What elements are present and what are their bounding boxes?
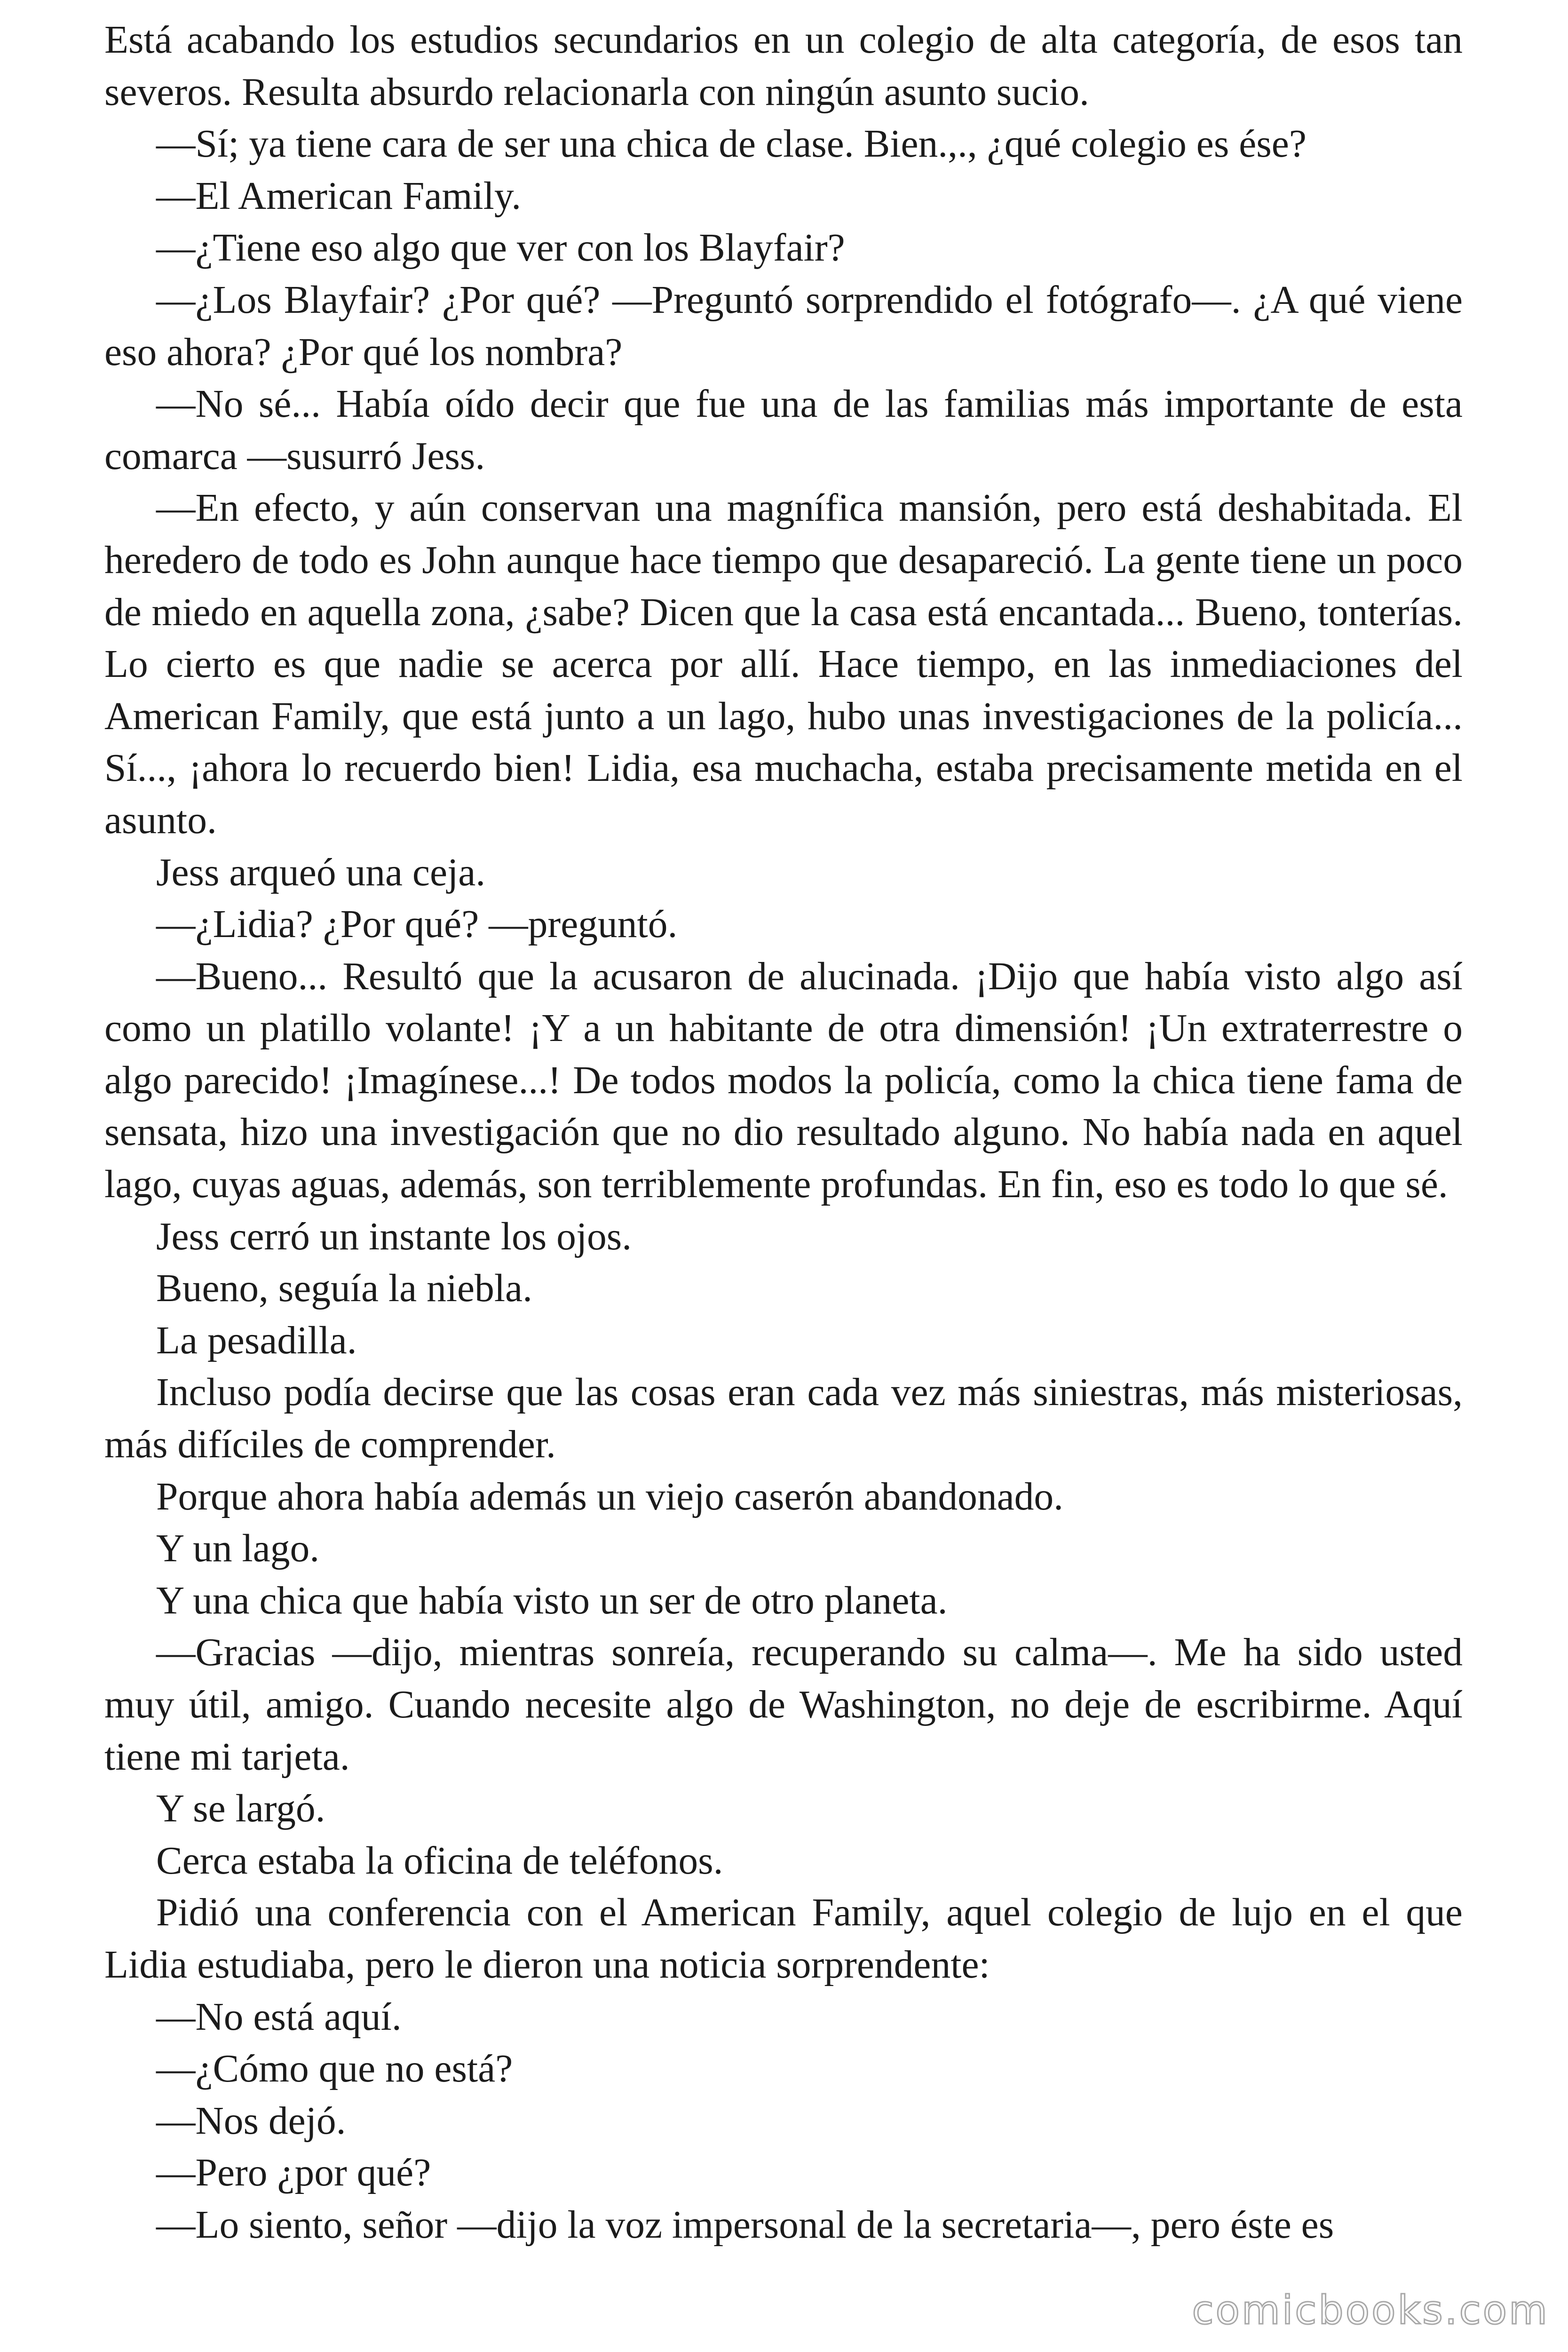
paragraph: —No sé... Había oído decir que fue una de las familias más importante de esta comarca —susurró Jess. xyxy=(104,382,1463,478)
paragraph: Pidió una conferencia con el American Family, aquel colegio de lujo en el que Lidia estudiaba, pero le dieron una noticia sorprendente: xyxy=(104,1891,1463,1986)
paragraph: —Nos dejó. xyxy=(156,2099,346,2143)
paragraph: Jess arqueó una ceja. xyxy=(156,850,486,894)
paragraph: Porque ahora había además un viejo caserón abandonado. xyxy=(156,1475,1064,1518)
paragraph: —No está aquí. xyxy=(156,1995,402,2039)
paragraph: Está acabando los estudios secundarios en un colegio de alta categoría, de esos tan severos. Resulta absurdo relacionarla con ningún asunto sucio. xyxy=(104,18,1463,114)
paragraph: —¿Cómo que no está? xyxy=(156,2047,513,2091)
paragraph: Incluso podía decirse que las cosas eran cada vez más siniestras, más misteriosas, más difíciles de comprender. xyxy=(104,1371,1463,1467)
paragraph: —El American Family. xyxy=(156,174,522,218)
paragraph: —Gracias —dijo, mientras sonreía, recuperando su calma—. Me ha sido usted muy útil, amigo. Cuando necesite algo de Washington, no deje de escribirme. Aquí tiene mi tarjeta. xyxy=(104,1631,1463,1779)
watermark: comicbooks.com xyxy=(1192,2287,1549,2333)
paragraph: —¿Tiene eso algo que ver con los Blayfair? xyxy=(156,226,845,270)
paragraph: Bueno, seguía la niebla. xyxy=(156,1267,532,1311)
paragraph: —En efecto, y aún conservan una magnífica mansión, pero está deshabitada. El heredero de todo es John aunque hace tiempo que desapareció. La gente tiene un poco de miedo en aquella zona, ¿sabe? Dicen que la casa está encantada... Bueno, tonterías. Lo cierto es que nadie se acerca por allí. Hace tiempo, en las inmediaciones del American Family, que está junto a un lago, hubo unas investigaciones de la policía... Sí..., ¡ahora lo recuerdo bien! Lidia, esa muchacha, estaba precisamente metida en el asunto. xyxy=(104,486,1463,842)
paragraph: —Bueno... Resultó que la acusaron de alucinada. ¡Dijo que había visto algo así como un platillo volante! ¡Y a un habitante de otra dimensión! ¡Un extraterrestre o algo parecido! ¡Imagínese...! De todos modos la policía, como la chica tiene fama de sensata, hizo una investigación que no dio resultado alguno. No había nada en aquel lago, cuyas aguas, además, son terriblemente profundas. En fin, eso es todo lo que sé. xyxy=(104,954,1463,1207)
paragraph: —Pero ¿por qué? xyxy=(156,2151,431,2195)
paragraph: Y un lago. xyxy=(156,1527,320,1571)
paragraph: Jess cerró un instante los ojos. xyxy=(156,1215,632,1258)
paragraph: La pesadilla. xyxy=(156,1319,357,1362)
paragraph: Cerca estaba la oficina de teléfonos. xyxy=(156,1839,723,1883)
paragraph: —Lo siento, señor —dijo la voz impersonal de la secretaria—, pero éste es xyxy=(156,2203,1334,2247)
paragraph: —Sí; ya tiene cara de ser una chica de clase. Bien.,., ¿qué colegio es ése? xyxy=(156,122,1307,166)
paragraph: —¿Los Blayfair? ¿Por qué? —Preguntó sorprendido el fotógrafo—. ¿A qué viene eso ahora? ¿Por qué los nombra? xyxy=(104,278,1463,374)
paragraph: Y una chica que había visto un ser de otro planeta. xyxy=(156,1579,948,1622)
paragraph: Y se largó. xyxy=(156,1787,325,1831)
paragraph: —¿Lidia? ¿Por qué? —preguntó. xyxy=(156,903,678,946)
body-text xyxy=(104,14,1463,2251)
